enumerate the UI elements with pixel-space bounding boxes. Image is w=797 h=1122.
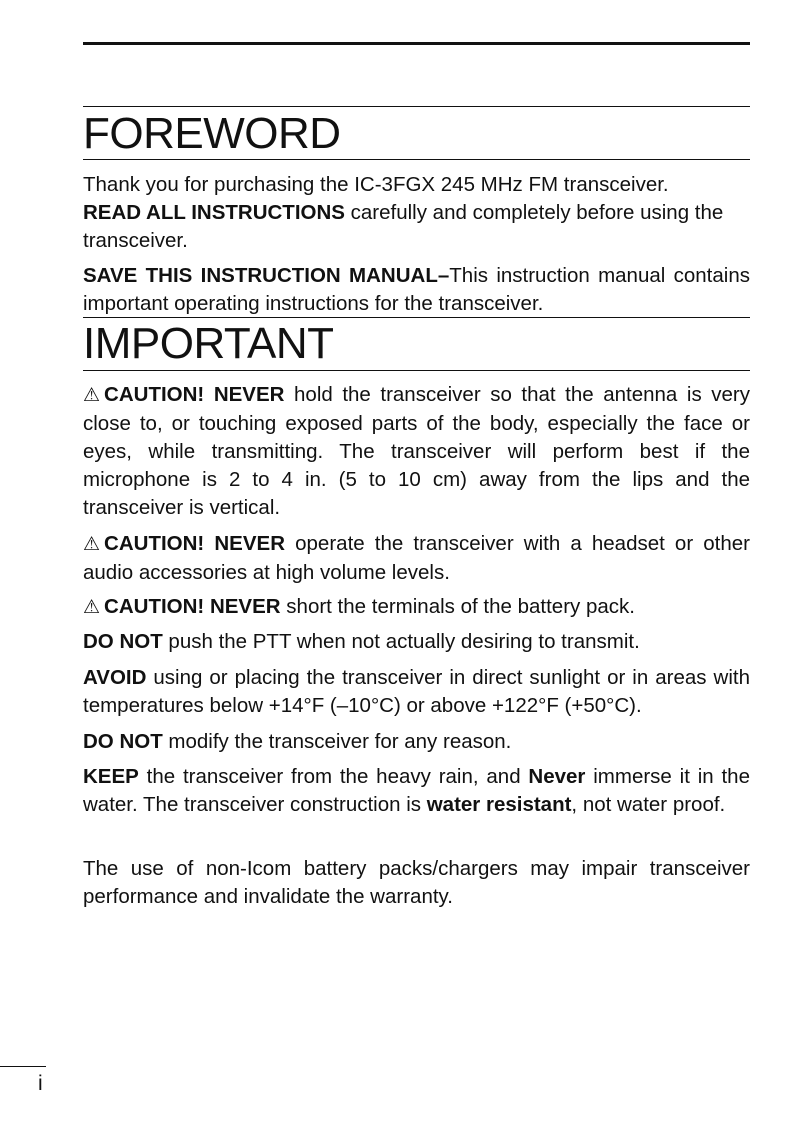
foreword-rule-bottom xyxy=(83,159,750,160)
do-not-push-ptt-text: push the PTT when not actually desiring to transmit. xyxy=(162,630,640,653)
foreword-title: FOREWORD xyxy=(83,109,341,158)
caution-triangle-icon: ⚠ xyxy=(83,385,101,406)
caution-item-3-bold: CAUTION! NEVER xyxy=(104,595,281,618)
caution-item-2-text: operate the transceiver with a headset or other audio accessories at high volume levels. xyxy=(83,532,750,584)
avoid-sunlight-text: using or placing the transceiver in direct sunlight or in areas with temperatures below +14°F (–10°C) or above +122°F (+50°C). xyxy=(83,666,750,717)
important-title: IMPORTANT xyxy=(83,319,334,368)
do-not-push-ptt xyxy=(83,628,750,656)
caution-triangle-icon: ⚠ xyxy=(83,597,101,618)
do-not-push-ptt-bold: DO NOT xyxy=(83,630,163,653)
keep-text-3: , not water proof. xyxy=(571,793,726,816)
water-resistant-bold: water resistant xyxy=(426,793,572,816)
do-not-modify xyxy=(83,728,750,756)
read-instructions-text: carefully and completely before using the transceiver. xyxy=(83,201,724,252)
save-manual-bold: SAVE THIS INSTRUCTION MANUAL– xyxy=(83,264,450,287)
caution-triangle-icon: ⚠ xyxy=(83,534,101,555)
keep-text-2: immerse it in the water. The transceiver construction is xyxy=(83,765,750,816)
avoid-sunlight xyxy=(83,664,750,720)
caution-item-3-text: short the terminals of the battery pack. xyxy=(280,595,635,618)
page-number-rule xyxy=(0,1066,46,1067)
caution-item-1-text: hold the transceiver so that the antenna is very close to, or touching exposed parts of the body, especially the face or eyes, while transmitting. The transceiver will perform best if the microphone is 2 to 4 in. (5 to 10 cm) away from the lips and the transceiver is vertical. xyxy=(83,383,750,519)
avoid-sunlight-bold: AVOID xyxy=(83,666,147,689)
non-icom-battery-note xyxy=(83,855,750,911)
important-rule-top xyxy=(83,317,750,318)
caution-item-2 xyxy=(83,530,750,587)
top-rule xyxy=(83,42,750,45)
never-bold: Never xyxy=(528,765,586,788)
non-icom-battery-text: The use of non-Icom battery packs/chargers may impair transceiver performance and invalidate the warranty. xyxy=(83,857,750,908)
foreword-thanks-text: Thank you for purchasing the IC-3FGX 245 MHz FM transceiver. xyxy=(83,173,669,196)
foreword-paragraph-2 xyxy=(83,262,750,318)
caution-item-1 xyxy=(83,381,750,522)
keep-bold: KEEP xyxy=(83,765,139,788)
foreword-paragraph-1 xyxy=(83,171,750,255)
caution-item-1-bold: CAUTION! NEVER xyxy=(104,383,285,406)
keep-text-1: the transceiver from the heavy rain, and xyxy=(138,765,529,788)
caution-item-3 xyxy=(83,593,750,622)
read-instructions-bold: READ ALL INSTRUCTIONS xyxy=(83,201,345,224)
important-rule-bottom xyxy=(83,370,750,371)
caution-item-2-bold: CAUTION! NEVER xyxy=(104,532,286,555)
do-not-modify-text: modify the transceiver for any reason. xyxy=(162,730,512,753)
page-number: i xyxy=(38,1072,43,1095)
foreword-rule-top xyxy=(83,106,750,107)
keep-from-rain xyxy=(83,763,750,819)
do-not-modify-bold: DO NOT xyxy=(83,730,163,753)
save-manual-text: This instruction manual contains important operating instructions for the transceiver. xyxy=(83,264,750,315)
